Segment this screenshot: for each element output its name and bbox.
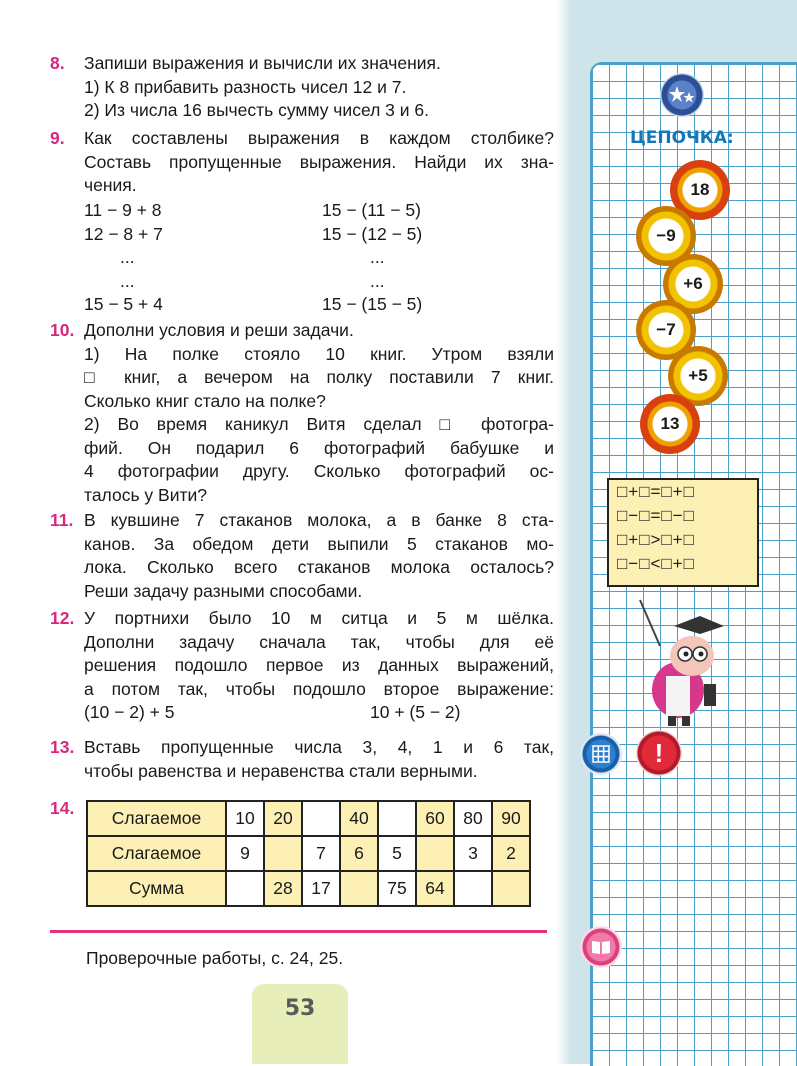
row-label: Слагаемое <box>87 836 226 871</box>
text-line: Вставь пропущенные числа 3, 4, 1 и 6 так, <box>84 737 554 757</box>
text-line: а потом так, чтобы подошло второе выражение: <box>84 678 554 699</box>
text-line: 1) На полке стояло 10 книг. Утром взяли <box>84 343 554 364</box>
page-fold <box>556 0 570 1064</box>
grid-icon <box>580 733 622 775</box>
expression: 15 − (12 − 5) <box>322 223 423 244</box>
chain-title: ЦЕПОЧКА: <box>630 128 734 148</box>
task-number: 10. <box>50 320 75 340</box>
teacher-owl-illustration <box>630 598 740 728</box>
task-text <box>84 127 554 198</box>
table-cell: 20 <box>264 801 302 836</box>
table-cell <box>264 836 302 871</box>
chain-value: +5 <box>688 366 708 385</box>
text-line: В кувшине 7 стаканов молока, а в банке 8 ста- <box>84 510 554 530</box>
book-icon <box>580 926 622 968</box>
chain-value: −7 <box>656 320 676 339</box>
text-line: Реши задачу разными способами. <box>84 580 363 601</box>
table-cell: 6 <box>340 836 378 871</box>
task-text <box>84 319 554 507</box>
table-cell <box>454 871 492 906</box>
text-line: лока. Сколько всего стаканов молока осталось? <box>84 557 554 577</box>
task-number: 8. <box>50 53 65 73</box>
ellipsis: ... <box>370 270 385 291</box>
text-line: решения подошло первое из данных выражений, <box>84 655 554 675</box>
text-line: чения. <box>84 175 137 195</box>
grid-icon-glyph <box>580 733 622 775</box>
table-cell: 3 <box>454 836 492 871</box>
text-line: фий. Он подарил 6 фотографий бабушке и <box>84 437 554 458</box>
text-line: талось у Вити? <box>84 484 208 505</box>
text-line: У портнихи было 10 м ситца и 5 м шёлка. <box>84 608 554 628</box>
table-cell: 80 <box>454 801 492 836</box>
expression: 15 − (15 − 5) <box>322 294 423 314</box>
symbol-row: □−□<□+□ <box>617 554 695 573</box>
text-line: 2) Из числа 16 вычесть сумму чисел 3 и 6. <box>84 100 430 120</box>
ellipsis: ... <box>120 270 135 291</box>
table-cell: 90 <box>492 801 530 836</box>
text-line: Дополни условия и реши задачи. <box>84 320 354 340</box>
table-cell <box>302 801 340 836</box>
book-icon-glyph <box>580 926 622 968</box>
expression: 15 − 5 + 4 <box>84 294 163 314</box>
table-cell: 10 <box>226 801 264 836</box>
separator-line <box>50 930 547 933</box>
text-line: Составь пропущенные выражения. Найди их зна- <box>84 151 554 172</box>
ellipsis: ... <box>120 247 135 267</box>
table-cell: 40 <box>340 801 378 836</box>
task-number: 11. <box>50 510 74 530</box>
chain-ring <box>640 394 700 454</box>
addition-table <box>86 800 531 907</box>
table-cell: 64 <box>416 871 454 906</box>
expression: 11 − 9 + 8 <box>84 200 162 220</box>
table-cell: 60 <box>416 801 454 836</box>
text-line: 2) Во время каникул Витя сделал □ фотогра- <box>84 414 554 434</box>
text-line: Как составлены выражения в каждом столбике? <box>84 128 554 148</box>
table-cell: 2 <box>492 836 530 871</box>
table-row <box>87 836 530 871</box>
ellipsis: ... <box>370 247 385 267</box>
row-label: Слагаемое <box>87 801 226 836</box>
chain-value: 13 <box>660 414 680 433</box>
task-text <box>84 52 554 123</box>
page-number: 53 <box>284 996 316 1021</box>
task-text <box>84 509 554 603</box>
table-cell: 7 <box>302 836 340 871</box>
expression-column-right <box>322 199 522 317</box>
chain-value: +6 <box>683 274 703 293</box>
table-cell: 5 <box>378 836 416 871</box>
task-number: 13. <box>50 737 75 757</box>
row-label: Сумма <box>87 871 226 906</box>
exclamation-icon: ! <box>636 730 682 776</box>
table-cell <box>416 836 454 871</box>
text-line: □ книг, а вечером на полку поставили 7 книг. <box>84 367 554 387</box>
text-line: чтобы равенства и неравенства стали верными. <box>84 760 478 781</box>
stars-icon <box>660 73 704 117</box>
table-cell <box>226 871 264 906</box>
task-number: 14. <box>50 798 75 818</box>
symbol-row: □−□=□−□ <box>617 506 695 525</box>
expression: 12 − 8 + 7 <box>84 223 163 244</box>
text-line: 4 фотографии другу. Сколько фотографий ос- <box>84 461 554 481</box>
expression: (10 − 2) + 5 <box>84 702 175 722</box>
text-line: 1) К 8 прибавить разность чисел 12 и 7. <box>84 76 407 97</box>
text-line: канов. За обедом дети выпили 5 стаканов мо- <box>84 533 554 554</box>
symbol-row: □+□=□+□ <box>617 482 695 501</box>
footer-reference: Проверочные работы, с. 24, 25. <box>86 948 344 968</box>
text-line: Дополни задачу сначала так, чтобы для её <box>84 631 554 652</box>
table-cell: 9 <box>226 836 264 871</box>
table-row <box>87 801 530 836</box>
table-cell: 28 <box>264 871 302 906</box>
expression: 15 − (11 − 5) <box>322 200 421 220</box>
chain-value: −9 <box>656 226 676 245</box>
table-cell <box>492 871 530 906</box>
task-number: 9. <box>50 128 65 148</box>
task-number: 12. <box>50 608 75 628</box>
stars-icon-glyph <box>660 73 704 117</box>
text-line: Сколько книг стало на полке? <box>84 390 326 411</box>
table-cell <box>340 871 378 906</box>
table-cell <box>378 801 416 836</box>
chain-value: 18 <box>690 180 710 199</box>
table-row <box>87 871 530 906</box>
symbol-row: □+□>□+□ <box>617 530 695 549</box>
text-line: Запиши выражения и вычисли их значения. <box>84 53 441 73</box>
task-text <box>84 607 554 725</box>
expression: 10 + (5 − 2) <box>370 702 461 722</box>
table-cell: 17 <box>302 871 340 906</box>
symbol-puzzle-box <box>607 478 759 587</box>
table-cell: 75 <box>378 871 416 906</box>
task-text <box>84 736 554 783</box>
